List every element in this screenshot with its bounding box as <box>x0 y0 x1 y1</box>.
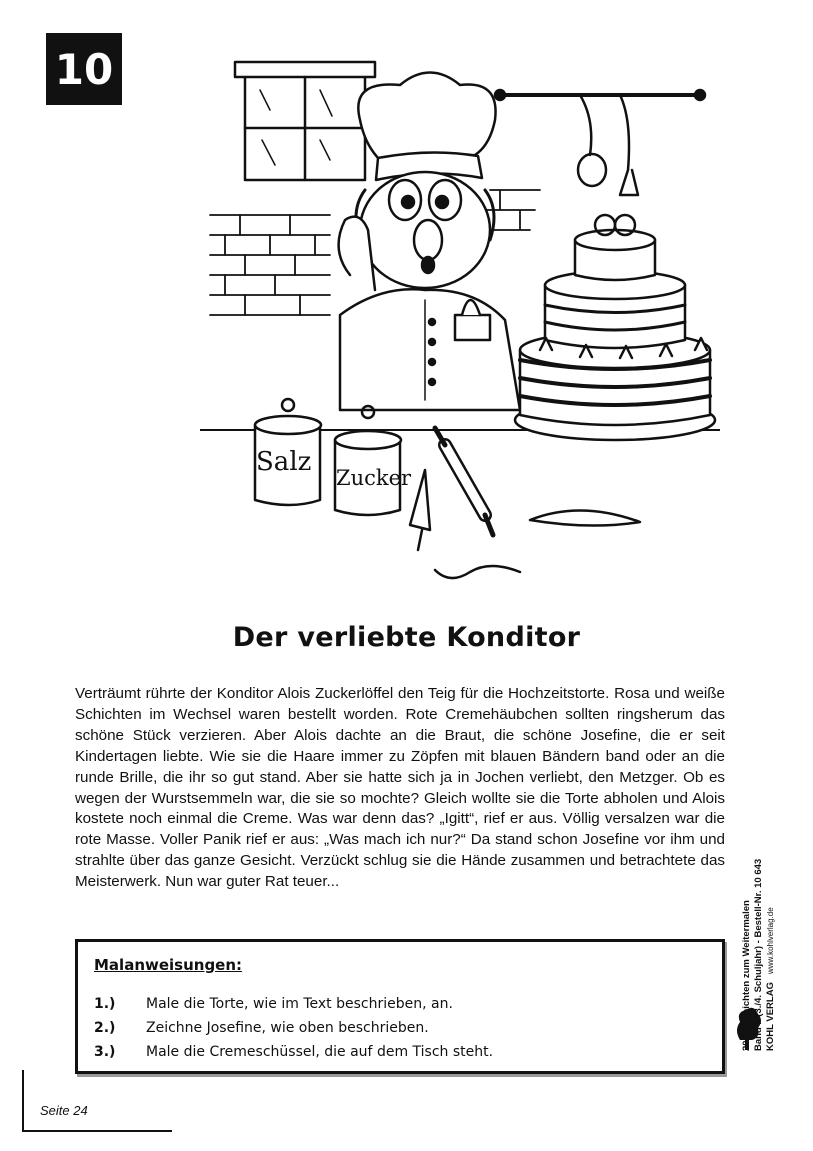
page-number: Seite 24 <box>40 1103 88 1118</box>
instruction-item <box>94 1040 706 1064</box>
flour-pile-drawing <box>530 510 640 525</box>
instruction-number: 1.) <box>94 996 116 1012</box>
instruction-item <box>94 992 706 1016</box>
story-title: Der verliebte Konditor <box>232 622 581 653</box>
instructions-heading: Malanweisungen: <box>94 956 243 974</box>
utensil-rack-drawing <box>495 90 705 195</box>
volume-order-number: Band II (3./4. Schuljahr) - Bestell-Nr. 10 643 <box>753 858 764 1051</box>
salt-label: Salz <box>256 447 312 477</box>
instruction-number: 2.) <box>94 1020 116 1036</box>
chef-hat-drawing <box>358 73 495 181</box>
publisher-row <box>765 691 777 1051</box>
sugar-label: Zucker <box>336 466 412 490</box>
series-title: 20 Geschichten zum Weitermalen <box>741 900 752 1051</box>
publisher-url: www.kohlverlag.de <box>766 907 775 975</box>
sugar-jar-drawing <box>335 406 401 515</box>
drawing-instructions-box <box>75 939 725 1074</box>
story-text: Verträumt rührte der Konditor Alois Zuckerlöffel den Teig für die Hochzeitstorte. Rosa und weiße Schichten im Wechsel waren bestellt worden. Rote Cremehäubchen sollten ringsherum das schöne Stück verzieren. Aber Alois dachte an die Braut, die schöne Josefine, die er seit Kindertagen liebte. Wie sie die Haare immer zu Zöpfen mit blauen Bändern band oder an die runde Brille, die ihr so gut stand. Aber sie hatte sich ja in Jochen verliebt, den Metzger. Ob es wegen der Wurstsemmeln war, die sie so mochte? Gleich wollte sie die Torte abholen und Alois kostete noch einmal die Creme. Was war denn das? „Igitt“, rief er aus. Völlig versalzen war die rote Masse. Voller Panik rief er aus: „Was mach ich nur?“ Da stand schon Josefine vor ihm und strahlte über das ganze Gesicht. Verzückt schlug sie die Hände zusammen und betrachtete das Meisterwerk. Nun war guter Rat teuer... <box>75 685 725 891</box>
corner-line-vertical <box>22 1070 24 1132</box>
chef-head-drawing <box>356 172 494 288</box>
instruction-number: 3.) <box>94 1044 116 1060</box>
baker-illustration <box>200 60 720 600</box>
corner-line-horizontal <box>22 1130 172 1132</box>
publisher-sidebar <box>741 691 801 1051</box>
worm-drawing <box>435 566 520 578</box>
rolling-pin-drawing <box>435 428 493 535</box>
instruction-text: Zeichne Josefine, wie oben beschrieben. <box>146 1020 429 1036</box>
window-drawing <box>235 62 375 180</box>
wedding-cake-drawing <box>515 215 715 440</box>
instruction-text: Male die Cremeschüssel, die auf dem Tisch steht. <box>146 1044 494 1060</box>
instruction-item <box>94 1016 706 1040</box>
publisher-name: KOHL VERLAG <box>765 982 776 1051</box>
piping-bag-drawing <box>410 470 430 550</box>
chapter-number-badge: 10 <box>46 33 122 105</box>
instruction-text: Male die Torte, wie im Text beschrieben, an. <box>146 996 453 1012</box>
